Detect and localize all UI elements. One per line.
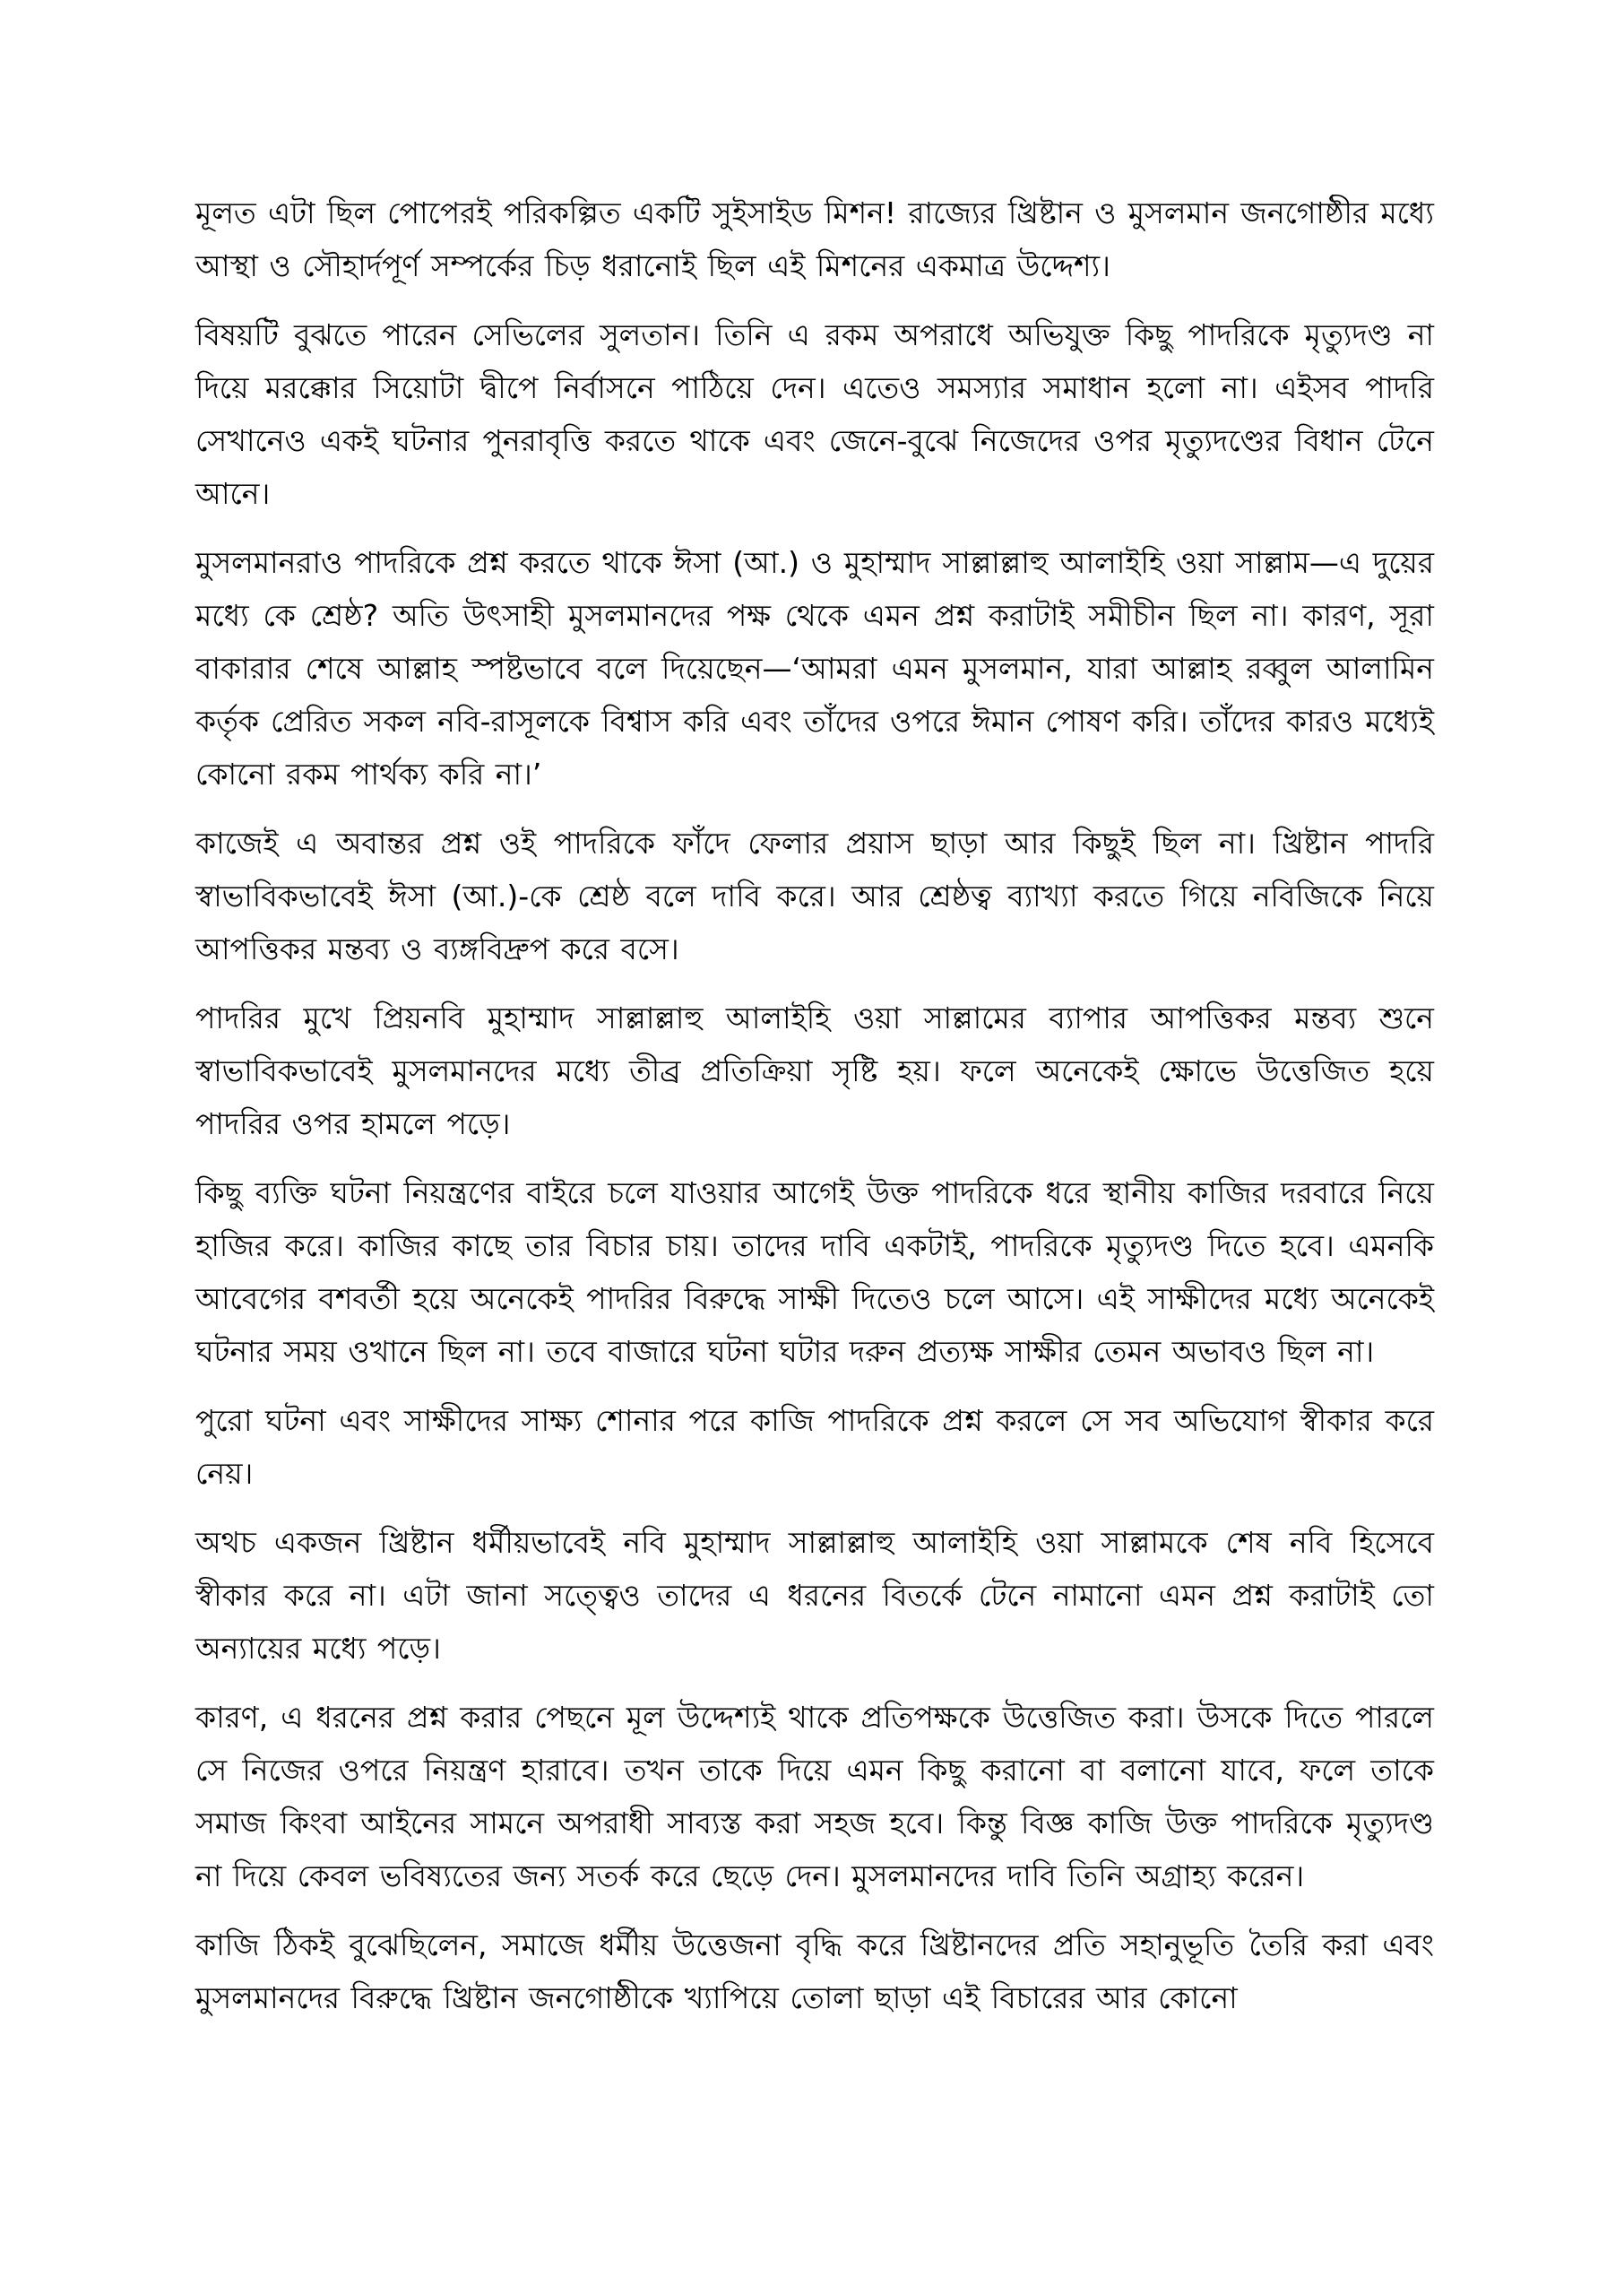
paragraph-5: পাদরির মুখে প্রিয়নবি মুহাম্মাদ সাল্লাল্লাহু আলাইহি ওয়া সাল্লামের ব্যাপার আপত্তিকর মন্তব্য শুনে স্বাভাবিকভাবেই মুসলমানদের মধ্যে তীব্র প্রতিক্রিয়া সৃষ্টি হয়। ফলে অনেকেই ক্ষোভে উত্তেজিত হয়ে পাদরির ওপর হামলে পড়ে। xyxy=(195,1000,1434,1141)
paragraph-4: কাজেই এ অবান্তর প্রশ্ন ওই পাদরিকে ফাঁদে ফেলার প্রয়াস ছাড়া আর কিছুই ছিল না। খ্রিষ্টান পাদরি স্বাভাবিকভাবেই ঈসা (আ.)-কে শ্রেষ্ঠ বলে দাবি করে। আর শ্রেষ্ঠত্ব ব্যাখ্যা করতে গিয়ে নবিজিকে নিয়ে আপত্তিকর মন্তব্য ও ব্যঙ্গবিদ্রুপ করে বসে। xyxy=(195,826,1434,966)
paragraph-10: কাজি ঠিকই বুঝেছিলেন, সমাজে ধর্মীয় উত্তেজনা বৃদ্ধি করে খ্রিষ্টানদের প্রতি সহানুভূতি তৈরি করা এবং মুসলমানদের বিরুদ্ধে খ্রিষ্টান জনগোষ্ঠীকে খ্যাপিয়ে তোলা ছাড়া এই বিচারের আর কোনো xyxy=(195,1927,1434,2015)
paragraph-2: বিষয়টি বুঝতে পারেন সেভিলের সুলতান। তিনি এ রকম অপরাধে অভিযুক্ত কিছু পাদরিকে মৃত্যুদণ্ড না দিয়ে মরক্কোর সিয়োটা দ্বীপে নির্বাসনে পাঠিয়ে দেন। এতেও সমস্যার সমাধান হলো না। এইসব পাদরি সেখানেও একই ঘটনার পুনরাবৃত্তি করতে থাকে এবং জেনে-বুঝে নিজেদের ওপর মৃত্যুদণ্ডের বিধান টেনে আনে। xyxy=(195,317,1434,511)
paragraph-3: মুসলমানরাও পাদরিকে প্রশ্ন করতে থাকে ঈসা (আ.) ও মুহাম্মাদ সাল্লাল্লাহু আলাইহি ওয়া সাল্লাম—এ দুয়ের মধ্যে কে শ্রেষ্ঠ? অতি উৎসাহী মুসলমানদের পক্ষ থেকে এমন প্রশ্ন করাটাই সমীচীন ছিল না। কারণ, সূরা বাকারার শেষে আল্লাহ স্পষ্টভাবে বলে দিয়েছেন—‘আমরা এমন মুসলমান, যারা আল্লাহ রব্বুল আলামিন কর্তৃক প্রেরিত সকল নবি-রাসূলকে বিশ্বাস করি এবং তাঁদের ওপরে ঈমান পোষণ করি। তাঁদের কারও মধ্যেই কোনো রকম পার্থক্য করি না।’ xyxy=(195,545,1434,792)
document-page xyxy=(195,186,1434,2040)
paragraph-1: মূলত এটা ছিল পোপেরই পরিকল্পিত একটি সুইসাইড মিশন! রাজ্যের খ্রিষ্টান ও মুসলমান জনগোষ্ঠীর মধ্যে আস্থা ও সৌহার্দপূর্ণ সম্পর্কের চিড় ধরানোই ছিল এই মিশনের একমাত্র উদ্দেশ্য। xyxy=(195,195,1434,283)
paragraph-6: কিছু ব্যক্তি ঘটনা নিয়ন্ত্রণের বাইরে চলে যাওয়ার আগেই উক্ত পাদরিকে ধরে স্থানীয় কাজির দরবারে নিয়ে হাজির করে। কাজির কাছে তার বিচার চায়। তাদের দাবি একটাই, পাদরিকে মৃত্যুদণ্ড দিতে হবে। এমনকি আবেগের বশবর্তী হয়ে অনেকেই পাদরির বিরুদ্ধে সাক্ষী দিতেও চলে আসে। এই সাক্ষীদের মধ্যে অনেকেই ঘটনার সময় ওখানে ছিল না। তবে বাজারে ঘটনা ঘটার দরুন প্রত্যক্ষ সাক্ষীর তেমন অভাবও ছিল না। xyxy=(195,1175,1434,1369)
paragraph-7: পুরো ঘটনা এবং সাক্ষীদের সাক্ষ্য শোনার পরে কাজি পাদরিকে প্রশ্ন করলে সে সব অভিযোগ স্বীকার করে নেয়। xyxy=(195,1403,1434,1491)
paragraph-8: অথচ একজন খ্রিষ্টান ধর্মীয়ভাবেই নবি মুহাম্মাদ সাল্লাল্লাহু আলাইহি ওয়া সাল্লামকে শেষ নবি হিসেবে স্বীকার করে না। এটা জানা সত্ত্বেও তাদের এ ধরনের বিতর্কে টেনে নামানো এমন প্রশ্ন করাটাই তো অন্যায়ের মধ্যে পড়ে। xyxy=(195,1525,1434,1666)
paragraph-9: কারণ, এ ধরনের প্রশ্ন করার পেছনে মূল উদ্দেশ্যই থাকে প্রতিপক্ষকে উত্তেজিত করা। উসকে দিতে পারলে সে নিজের ওপরে নিয়ন্ত্রণ হারাবে। তখন তাকে দিয়ে এমন কিছু করানো বা বলানো যাবে, ফলে তাকে সমাজ কিংবা আইনের সামনে অপরাধী সাব্যস্ত করা সহজ হবে। কিন্তু বিজ্ঞ কাজি উক্ত পাদরিকে মৃত্যুদণ্ড না দিয়ে কেবল ভবিষ্যতের জন্য সতর্ক করে ছেড়ে দেন। মুসলমানদের দাবি তিনি অগ্রাহ্য করেন। xyxy=(195,1700,1434,1893)
